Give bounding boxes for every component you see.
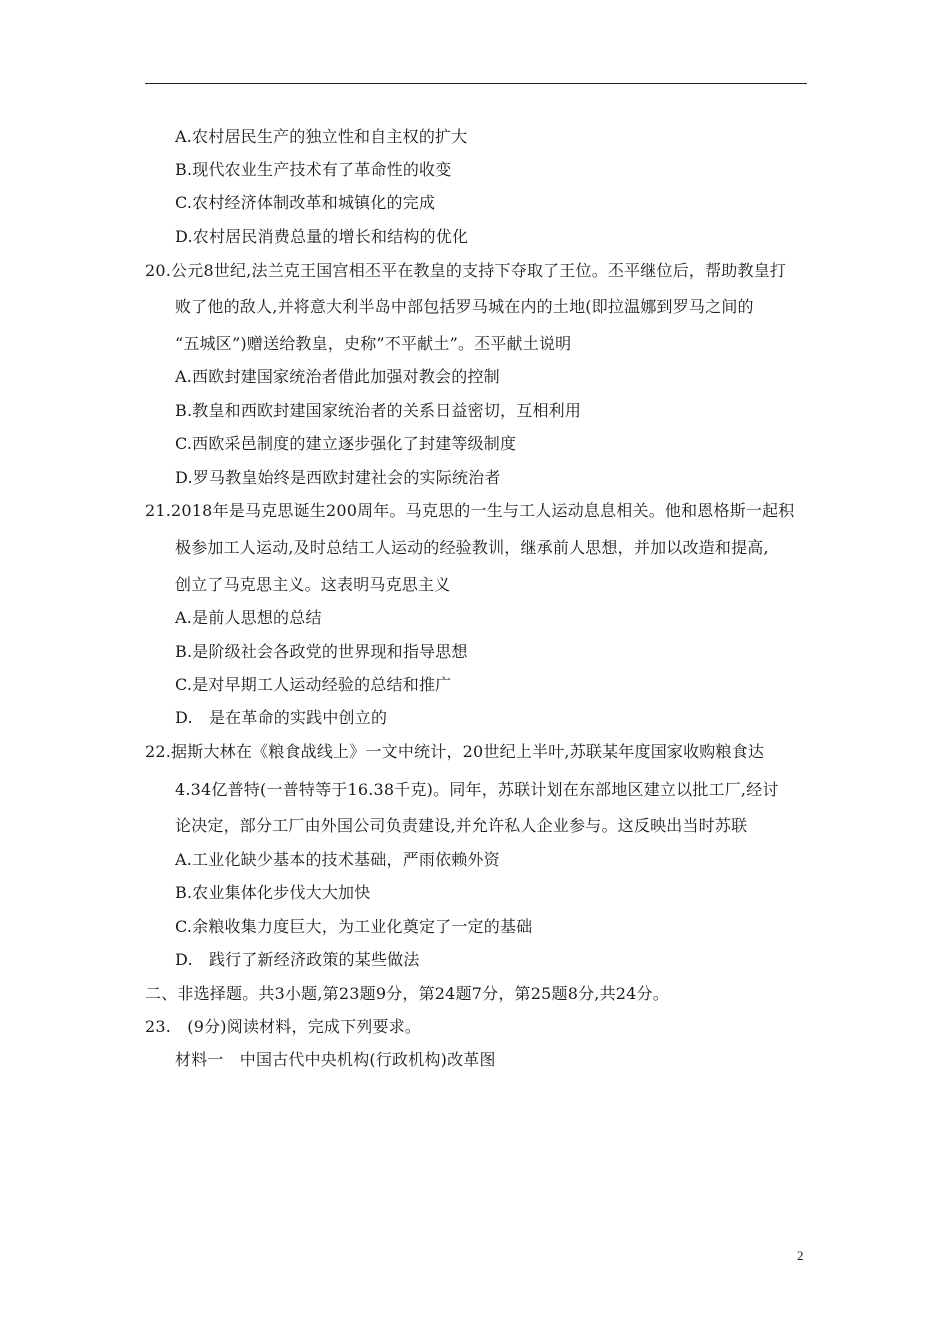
q22-option-a: A.工业化缺少基本的技术基础，严雨依赖外资: [175, 850, 500, 869]
section-2-heading: 二、非选择题。共3小题,第23题9分，第24题7分，第25题8分,共24分。: [145, 984, 669, 1003]
q19-option-d: D.农村居民消费总量的增长和结构的优化: [175, 227, 469, 246]
page-number: 2: [797, 1248, 804, 1263]
q21-option-d: D. 是在革命的实践中创立的: [175, 708, 388, 727]
q23-stem: 23. (9分)阅读材料，完成下列要求。: [145, 1017, 422, 1036]
q21-option-c: C.是对早期工人运动经验的总结和推广: [175, 675, 452, 694]
q21-option-a: A.是前人思想的总结: [175, 608, 322, 627]
q22-option-d: D. 践行了新经济政策的某些做法: [175, 950, 420, 969]
q19-option-a: A.农村居民生产的独立性和自主权的扩大: [175, 127, 468, 146]
q20-stem-line-2: 败了他的敌人,并将意大利半岛中部包括罗马城在内的土地(即拉温娜到罗马之间的: [175, 297, 754, 316]
q20-option-d: D.罗马教皇始终是西欧封建社会的实际统治者: [175, 468, 501, 487]
q20-option-b: B.教皇和西欧封建国家统治者的关系日益密切，互相利用: [175, 401, 582, 420]
q21-stem-line-1: 21.2018年是马克思诞生200周年。马克思的一生与工人运动息息相关。他和恩格斯一起积: [145, 501, 795, 520]
q20-stem-line-3: “五城区”)赠送给教皇，史称”不平献土”。丕平献土说明: [175, 334, 572, 353]
header-rule: [145, 83, 807, 84]
q19-option-b: B.现代农业生产技术有了革命性的收变: [175, 160, 452, 179]
q23-material-title: 材料一 中国古代中央机构(行政机构)改革图: [175, 1050, 496, 1069]
q19-option-c: C.农村经济体制改革和城镇化的完成: [175, 193, 436, 212]
q21-stem-line-3: 创立了马克思主义。这表明马克思主义: [175, 575, 451, 594]
q21-stem-line-2: 极参加工人运动,及时总结工人运动的经验教训，继承前人思想，并加以改造和提高,: [175, 538, 769, 557]
q21-option-b: B.是阶级社会各政党的世界现和指导思想: [175, 642, 468, 661]
q22-stem-line-1: 22.据斯大林在《粮食战线上》一文中统计，20世纪上半叶,苏联某年度国家收购粮食达: [145, 742, 765, 761]
q22-option-c: C.余粮收集力度巨大，为工业化奠定了一定的基础: [175, 917, 533, 936]
q22-stem-line-3: 论决定，部分工厂由外国公司负责建设,并允许私人企业参与。这反映出当时苏联: [175, 816, 748, 835]
q20-option-a: A.西欧封建国家统治者借此加强对教会的控制: [175, 367, 500, 386]
q22-option-b: B.农业集体化步伐大大加快: [175, 883, 371, 902]
q22-stem-line-2: 4.34亿普特(一普特等于16.38千克)。同年，苏联计划在东部地区建立以批工厂,经讨: [175, 780, 779, 799]
q20-option-c: C.西欧采邑制度的建立逐步强化了封建等级制度: [175, 434, 517, 453]
q20-stem-line-1: 20.公元8世纪,法兰克王国宫相丕平在教皇的支持下夺取了王位。丕平继位后，帮助教皇打: [145, 261, 787, 280]
